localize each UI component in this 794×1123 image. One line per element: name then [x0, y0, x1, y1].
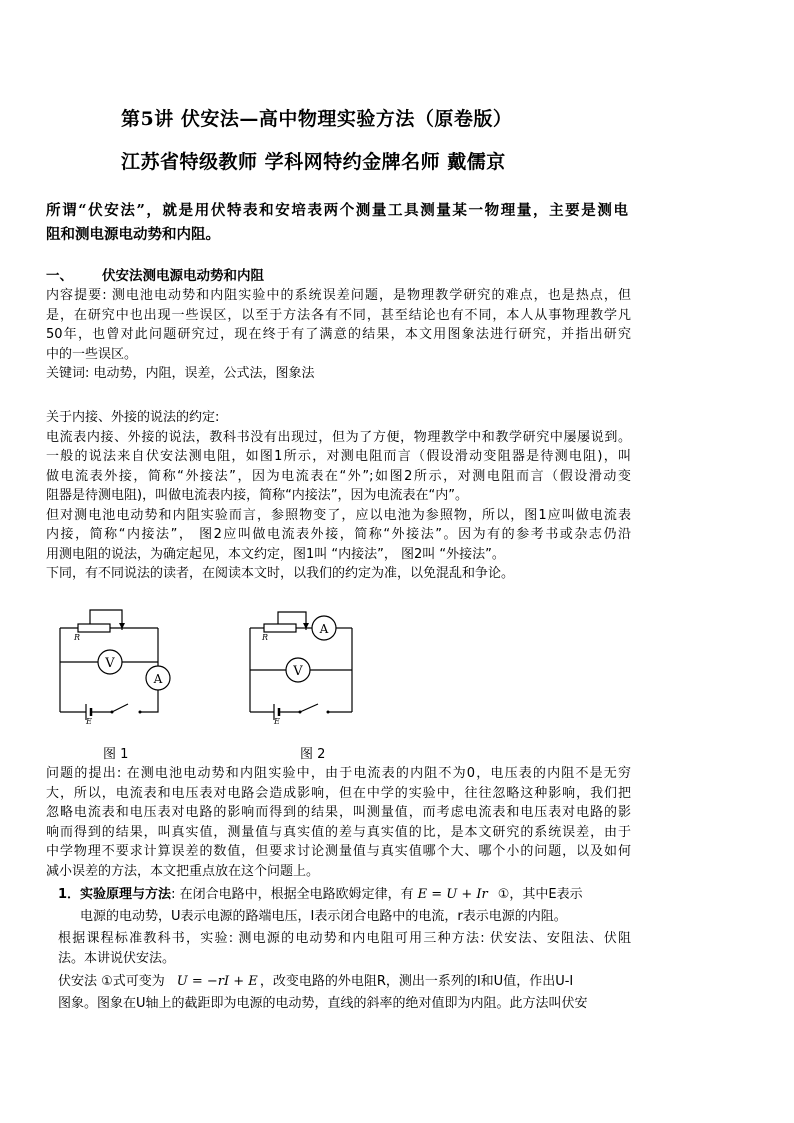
principle-text: ，改变电路的外电阻R，测出一系列的I和U值，作出U-I	[259, 974, 574, 989]
problem-paragraph	[46, 764, 631, 881]
convention-line: 做电流表外接，简称“外接法”，因为电流表在“外”;如图2所示，对测电阻而言（假设滑动变	[46, 468, 631, 484]
convention-line: 但对测电池电动势和内阻实验而言，参照物变了，应以电池为参照物，所以，图1应叫做电流表	[46, 507, 631, 523]
problem-line: 问题的提出: 在测电池电动势和内阻实验中，由于电流表的内阻不为0，电压表的内阻不是无穷	[46, 766, 631, 781]
convention-line: 关于内接、外接的说法的约定:	[46, 410, 220, 425]
principle-text: 伏安法 ①式可变为	[58, 974, 165, 989]
problem-line: 大，所以，电流表和电压表对电路会造成影响，但在中学的实验中，往往忽略这种影响，我们把	[46, 785, 631, 801]
convention-paragraph	[46, 408, 631, 584]
summary-line: 是，在研究中也出现一些误区，以至于方法各有不同，甚至结论也有不同，本人从事物理教学凡	[46, 307, 631, 323]
summary-line: 内容提要: 测电池电动势和内阻实验中的系统误差问题，是物理教学研究的难点，也是热点，但	[46, 288, 631, 303]
figure-1-caption: 图 1	[103, 747, 129, 762]
convention-line: 用测电阻的说法，为确定起见，本文约定，图1叫 “内接法”， 图2叫 “外接法”。	[46, 546, 505, 562]
principle-line-1	[58, 885, 583, 905]
convention-line: 下同，有不同说法的读者，在阅读本文时，以我们的约定为准，以免混乱和争论。	[46, 566, 515, 581]
circuit-figure-1	[50, 600, 190, 730]
principle-methods	[58, 929, 631, 968]
problem-line: 中学物理不要求计算误差的数值，但要求讨论测量值与真实值哪个大、哪个小的问题，以及如何	[46, 844, 631, 859]
principle-text: ①，其中E表示	[497, 887, 583, 902]
intro-paragraph	[46, 199, 628, 247]
page-title: 第5讲 伏安法—高中物理实验方法（原卷版）	[121, 108, 513, 130]
section-title: 伏安法测电源电动势和内阻	[102, 268, 264, 284]
battery-label: E	[274, 717, 280, 726]
switch-icon	[111, 711, 114, 714]
principle-line: 根据课程标准教科书，实验: 测电源的电动势和内电阻可用三种方法: 伏安法、安阻法、伏阻	[58, 931, 631, 946]
principle-line: 法。本讲说伏安法。	[58, 950, 176, 966]
problem-line: 减小误差的方法，本文把重点放在这个问题上。	[46, 863, 320, 879]
principle-line-2: 电源的电动势，U表示电源的路端电压，I表示闭合电路中的电流，r表示电源的内阻。	[80, 909, 567, 924]
battery-label: E	[86, 717, 92, 726]
intro-line: 阻和测电源电动势和内阻。	[46, 226, 220, 243]
voltmeter-label: V	[105, 656, 115, 671]
rheostat-label: R	[262, 633, 269, 642]
intro-line: 所谓“伏安法”，就是用伏特表和安培表两个测量工具测量某一物理量，主要是测电	[46, 202, 628, 219]
figure-2-caption: 图 2	[300, 747, 326, 762]
author-line: 江苏省特级教师 学科网特约金牌名师 戴儒京	[121, 151, 506, 173]
principle-heading: 实验原理与方法	[80, 887, 172, 902]
voltmeter-label: V	[293, 664, 303, 679]
ammeter-label: A	[153, 672, 163, 686]
rheostat-label: R	[74, 633, 81, 642]
summary-line: 50年，也曾对此问题研究过，现在终于有了满意的结果，本文用图象法进行研究，并指出研究	[46, 327, 631, 342]
principle-number: 1．	[58, 887, 81, 902]
principle-line-5	[58, 972, 573, 992]
convention-line: 电流表内接、外接的说法，教科书没有出现过，但为了方便，物理教学中和教学研究中屡屡说到。	[46, 429, 631, 445]
ammeter-label: A	[319, 622, 329, 636]
convention-line: 一般的说法来自伏安法测电阻，如图1所示，对测电阻而言（假设滑动变阻器是待测电阻)，叫	[46, 449, 631, 464]
equation-2: U = −rI + E	[176, 974, 258, 989]
convention-line: 内接，简称“内接法”， 图2应叫做电流表外接，简称“外接法”。因为有的参考书或杂志仍沿	[46, 527, 631, 542]
summary-line: 中的一些误区。	[46, 346, 138, 362]
equation-1: E = U + Ir	[417, 887, 488, 902]
convention-line: 阻器是待测电阻)，叫做电流表内接，简称“内接法”，因为电流表在“内”。	[46, 488, 469, 503]
problem-line: 忽略电流表和电压表对电路的影响而得到的结果，叫测量值，而考虑电流表和电压表对电路的影	[46, 805, 631, 820]
principle-line-6: 图象。图象在U轴上的截距即为电源的电动势，直线的斜率的绝对值即为内阻。此方法叫伏安	[58, 996, 588, 1011]
principle-text: : 在闭合电路中，根据全电路欧姆定律，有	[171, 887, 414, 902]
problem-line: 响而得到的结果，叫真实值，测量值与真实值的差与真实值的比，是本文研究的系统误差，由于	[46, 824, 631, 840]
circuit-figure-2	[240, 600, 380, 730]
section-number: 一、	[46, 268, 73, 284]
summary-paragraph	[46, 286, 631, 384]
switch-icon	[299, 711, 302, 714]
keywords-line: 关键词: 电动势，内阻，误差，公式法，图象法	[46, 366, 315, 381]
